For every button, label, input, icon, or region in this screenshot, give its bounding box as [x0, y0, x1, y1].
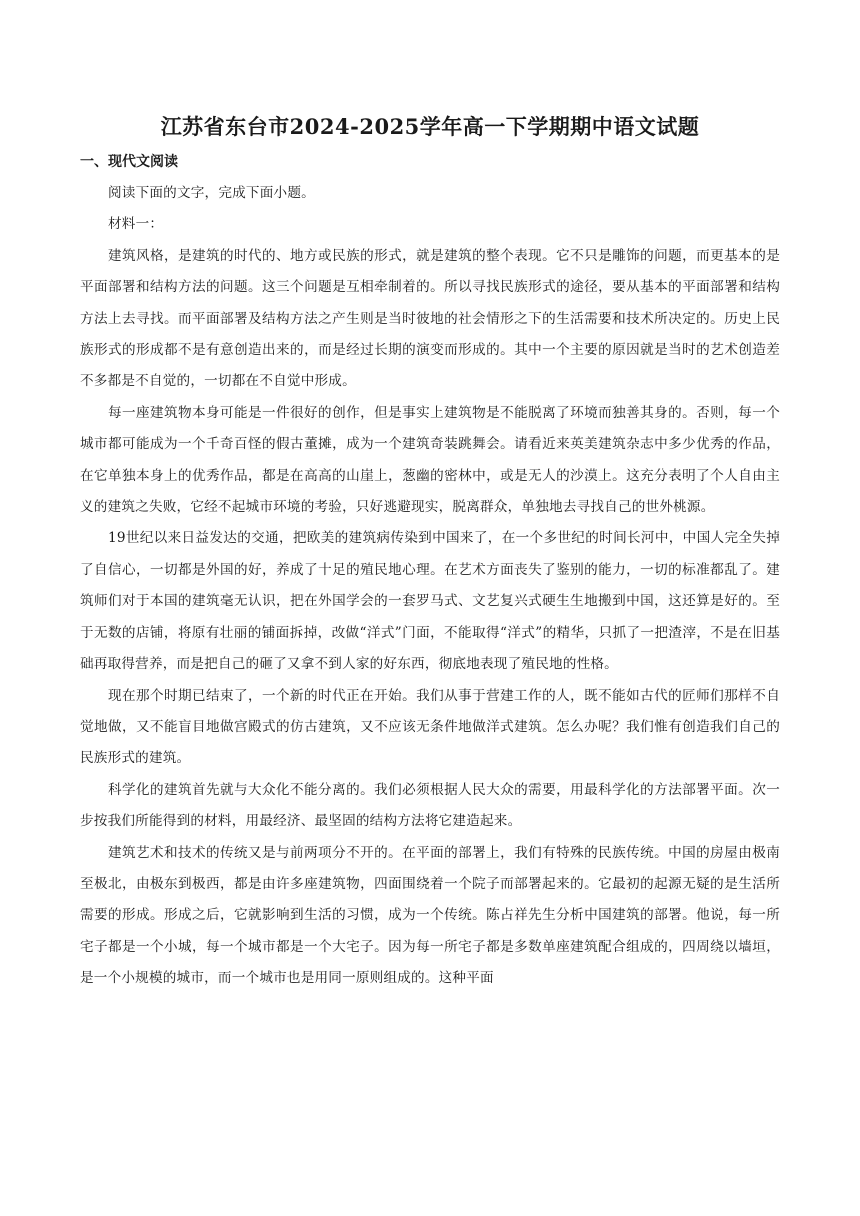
- body-paragraph-5: 科学化的建筑首先就与大众化不能分离的。我们必须根据人民大众的需要，用最科学化的方法部署平面。次一步按我们所能得到的材料，用最经济、最坚固的结构方法将它建造起来。: [80, 781, 780, 830]
- body-paragraph-6: 建筑艺术和技术的传统又是与前两项分不开的。在平面的部署上，我们有特殊的民族传统。中国的房屋由极南至极北，由极东到极西，都是由许多座建筑物，四面围绕着一个院子而部署起来的。它最初的起源无疑的是生活所需要的形成。形成之后，它就影响到生活的习惯，成为一个传统。陈占祥先生分析中国建筑的部署。他说，每一所宅子都是一个小城，每一个城市都是一个大宅子。因为每一所宅子都是多数单座建筑配合组成的，四周绕以墙垣，是一个小规模的城市，而一个城市也是用同一原则组成的。这种平面: [80, 844, 780, 987]
- document-page: [80, 112, 780, 995]
- body-paragraph-3: 19世纪以来日益发达的交通，把欧美的建筑病传染到中国来了，在一个多世纪的时间长河中，中国人完全失掉了自信心，一切都是外国的好，养成了十足的殖民地心理。在艺术方面丧失了鉴别的能力，一切的标准都乱了。建筑师们对于本国的建筑毫无认识，把在外国学会的一套罗马式、文艺复兴式硬生生地搬到中国，这还算是好的。至于无数的店铺，将原有壮丽的铺面拆掉，改做“洋式”门面，不能取得“洋式”的精华，只抓了一把渣滓，不是在旧基础再取得营养，而是把自己的砸了又拿不到人家的好东西，彻底地表现了殖民地的性格。: [80, 530, 780, 673]
- material-label: 材料一：: [108, 216, 164, 233]
- body-paragraph-2: 每一座建筑物本身可能是一件很好的创作，但是事实上建筑物是不能脱离了环境而独善其身的。否则，每一个城市都可能成为一个千奇百怪的假古董摊，成为一个建筑奇装跳舞会。请看近来英美建筑杂志中多少优秀的作品，在它单独本身上的优秀作品，都是在高高的山崖上，葱幽的密林中，或是无人的沙漠上。这充分表明了个人自由主义的建筑之失败，它经不起城市环境的考验，只好逃避现实，脱离群众，单独地去寻找自己的世外桃源。: [80, 404, 780, 516]
- instruction-text: 阅读下面的文字，完成下面小题。: [108, 185, 315, 201]
- document-title: 江苏省东台市2024-2025学年高一下学期期中语文试题: [160, 114, 700, 139]
- body-paragraph-4: 现在那个时期已结束了，一个新的时代正在开始。我们从事于营建工作的人，既不能如古代的匠师们那样不自觉地做，又不能盲目地做宫殿式的仿古建筑，又不应该无条件地做洋式建筑。怎么办呢？我们惟有创造我们自己的民族形式的建筑。: [80, 687, 780, 767]
- section-heading: 一、现代文阅读: [80, 154, 178, 170]
- body-paragraph-1: 建筑风格，是建筑的时代的、地方或民族的形式，就是建筑的整个表现。它不只是雕饰的问题，而更基本的是平面部署和结构方法的问题。这三个问题是互相牵制着的。所以寻找民族形式的途径，要从基本的平面部署和结构方法上去寻找。而平面部署及结构方法之产生则是当时彼地的社会情形之下的生活需要和技术所决定的。历史上民族形式的形成都不是有意创造出来的，而是经过长期的演变而形成的。其中一个主要的原因就是当时的艺术创造差不多都是不自觉的，一切都在不自觉中形成。: [80, 247, 780, 390]
